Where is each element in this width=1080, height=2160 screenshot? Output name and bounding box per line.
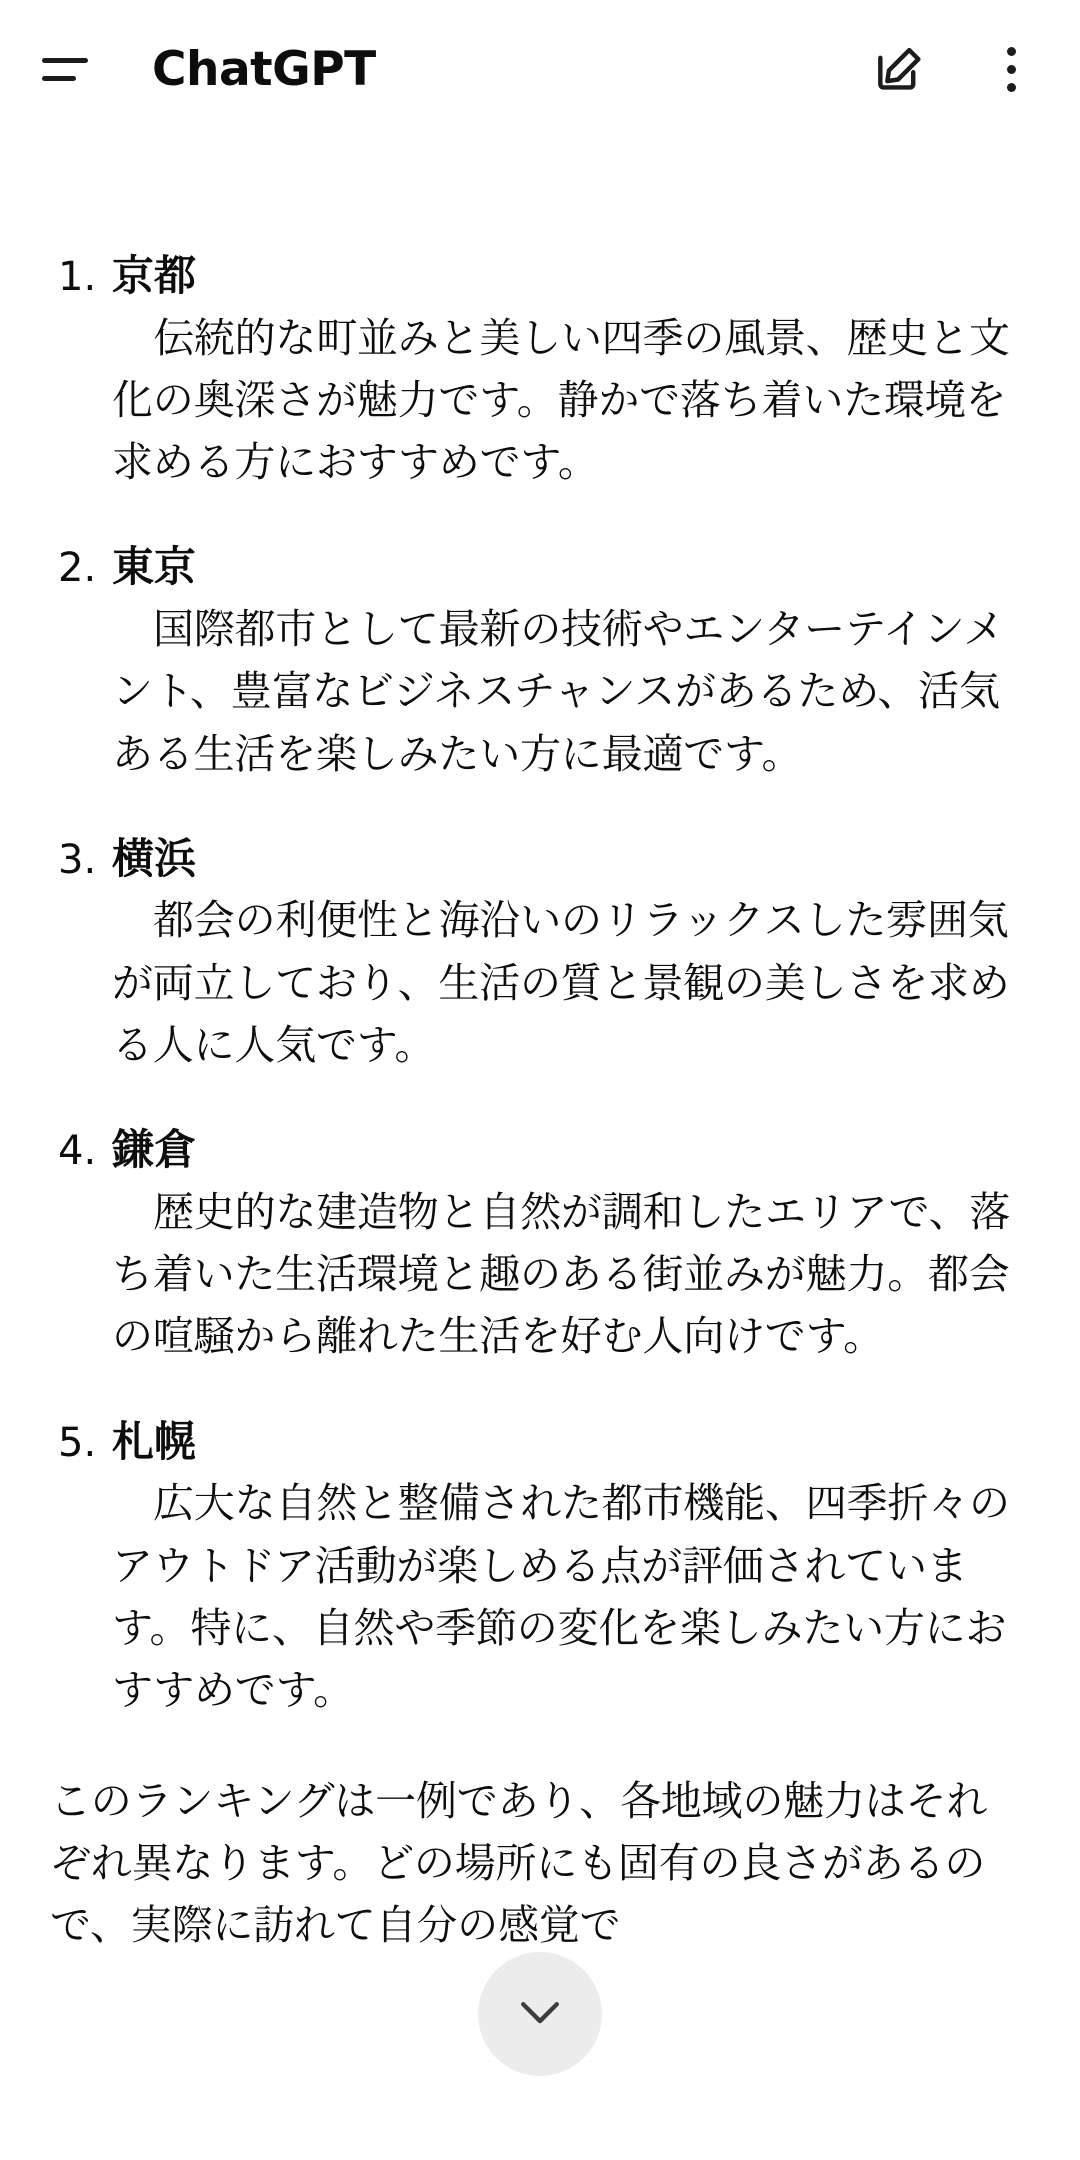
assistant-message-closing: このランキングは一例であり、各地域の魅力はそれぞれ異なります。どの場所にも固有の良さがあるので、実際に訪れて自分の感覚で [50,1776,988,1950]
kebab-dot-3 [1007,83,1016,92]
scroll-to-bottom-button[interactable] [478,1952,602,2076]
hamburger-menu-icon[interactable] [42,33,114,105]
list-item [50,1416,1030,1722]
chevron-down-icon [509,1981,571,2047]
conversation-scroll-area[interactable] [0,138,1080,2160]
app-bar-actions [868,38,1042,100]
list-item-description: 都会の利便性と海沿いのリラックスした雰囲気が両立しており、生活の質と景観の美しさを求める人に人気です。 [112,896,1010,1069]
list-item-title: 札幌 [112,1416,197,1466]
kebab-dots [1006,47,1016,92]
list-item [50,250,1030,493]
list-item [50,833,1030,1076]
page-title: ChatGPT [152,41,376,97]
list-item-title: 京都 [112,251,197,300]
list-item-description: 伝統的な町並みと美しい四季の風景、歴史と文化の奥深さが魅力です。静かで落ち着いた環境を求める方におすすめです。 [112,313,1010,487]
list-item-description: 歴史的な建造物と自然が調和したエリアで、落ち着いた生活環境と趣のある街並みが魅力。都会の喧騒から離れた生活を好む人向けです。 [112,1187,1011,1361]
kebab-dot-2 [1007,65,1016,74]
new-chat-compose-icon[interactable] [868,38,930,100]
kebab-more-icon[interactable] [980,38,1042,100]
menu-bar-bottom [42,76,76,81]
list-item [50,1124,1030,1367]
list-item-title: 横浜 [112,833,197,883]
list-item-title: 鎌倉 [112,1125,197,1175]
assistant-message-list [50,250,1030,1722]
list-item-title: 東京 [112,542,197,592]
list-item-description: 国際都市として最新の技術やエンターテインメント、豊富なビジネスチャンスがあるため、活気ある生活を楽しみたい方に最適です。 [112,604,1005,778]
list-item-description: 広大な自然と整備された都市機能、四季折々のアウトドア活動が楽しめる点が評価されています。特に、自然や季節の変化を楽しみたい方におすすめです。 [112,1479,1010,1715]
app-bar [0,0,1080,138]
kebab-dot-1 [1007,47,1016,56]
menu-bar-top [42,58,88,63]
list-item [50,541,1030,784]
